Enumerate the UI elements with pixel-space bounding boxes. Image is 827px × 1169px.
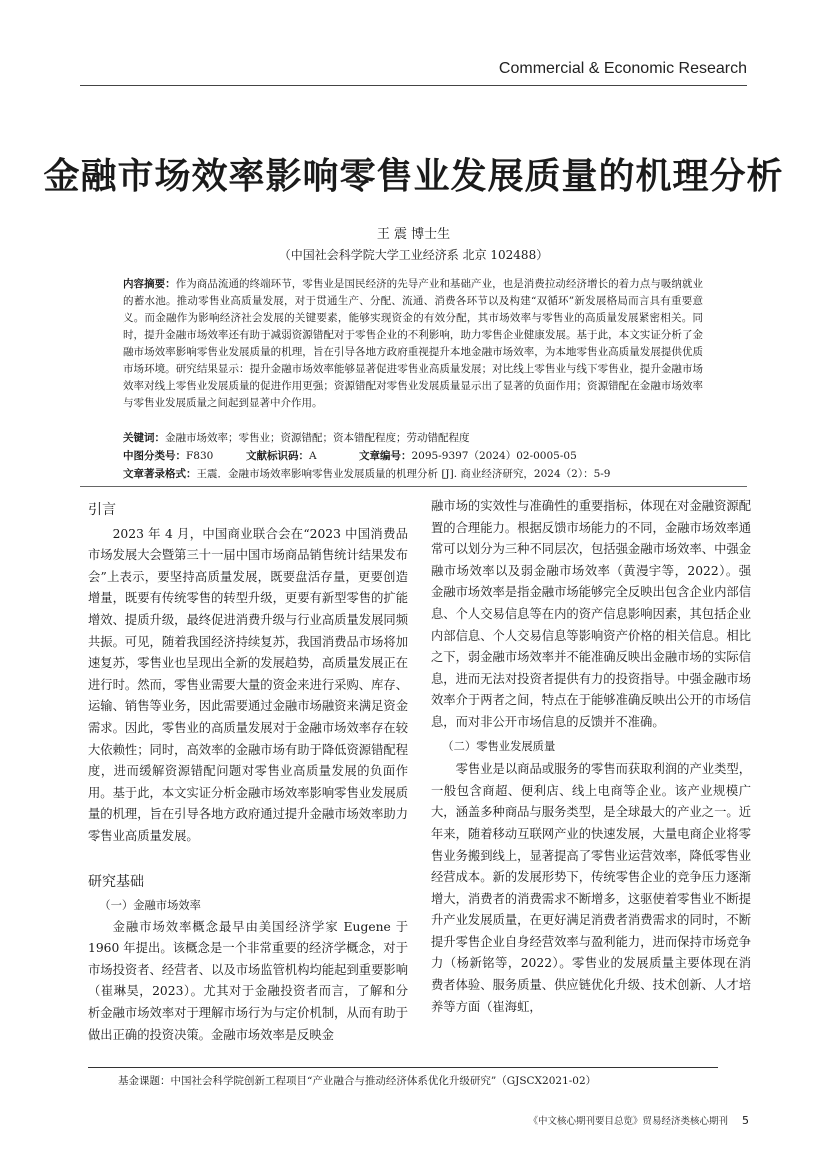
- body-paragraph: 金融市场效率概念最早由美国经济学家 Eugene 于 1960 年提出。该概念是一个非常重要的经济学概念，对于市场投资者、经营者、以及市场监管机构均能起到重要影响（崔琳昊，2023）。尤其对于金融投资者而言，了解和分析金融市场效率对于理解市场行为与定价机制，从而有助于做出正确的投资决策。金融市场效率是反映金: [88, 919, 408, 1042]
- clc-label: 中图分类号：: [123, 450, 186, 462]
- citation: [123, 466, 713, 483]
- page-number: 5: [742, 1114, 749, 1127]
- footnote-rule: [88, 1067, 718, 1068]
- basis-heading: 研究基础: [88, 873, 144, 890]
- abstract-text: 作为商品流通的终端环节，零售业是国民经济的先导产业和基础产业，也是消费拉动经济增长的着力点与吸纳就业的蓄水池。推动零售业高质量发展，对于贯通生产、分配、流通、消费各环节以及构建“双循环”新发展格局而言具有重要意义。而金融作为影响经济社会发展的关键要素，能够实现资金的有效分配，其市场效率与零售业的高质量发展紧密相关。同时，提升金融市场效率还有助于减弱资源错配对于零售企业的不利影响，助力零售企业健康发展。基于此，本文实证分析了金融市场效率影响零售业发展质量的机理，旨在引导各地方政府重视提升本地金融市场效率，为本地零售业高质量发展提供优质市场环境。研究结果显示：提升金融市场效率能够显著促进零售业高质量发展；对比线上零售业与线下零售业，提升金融市场效率对线上零售业发展质量的促进作用更强；资源错配对零售业发展质量显示出了显著的负面作用；资源错配在金融市场效率与零售业发展质量之间起到显著中介作用。: [123, 278, 704, 409]
- left-column: [88, 500, 408, 1046]
- affiliation: （中国社会科学院大学工业经济系 北京 102488）: [278, 248, 549, 262]
- intro-heading: 引言: [88, 502, 116, 518]
- page-footer: [528, 1113, 749, 1127]
- article-value: 2095-9397（2024）02-0005-05: [411, 450, 577, 462]
- classification: [123, 448, 713, 465]
- footer-text: 《中文核心期刊要目总览》贸易经济类核心期刊: [528, 1116, 728, 1127]
- article-label: 文章编号：: [359, 450, 412, 462]
- doc-label: 文献标识码：: [246, 450, 309, 462]
- right-column: [431, 496, 751, 1018]
- abstract-label: 内容摘要：: [123, 278, 176, 290]
- citation-text: 王震．金融市场效率影响零售业发展质量的机理分析 [J]. 商业经济研究，2024（2）：5-9: [196, 468, 611, 480]
- clc-value: F830: [186, 450, 214, 462]
- abstract: [123, 276, 703, 412]
- body-paragraph: 零售业是以商品或服务的零售而获取利润的产业类型，一般包含商超、便利店、线上电商等企业。该产业规模广大，涵盖多种商品与服务类型，是全球最大的产业之一。近年来，随着移动互联网产业的快速发展，大量电商企业将零售业务搬到线上，显著提高了零售业运营效率，降低零售业经营成本。新的发展形势下，传统零售企业的竞争压力逐渐增大，消费者的消费需求不断增多，这驱使着零售业不断提升产业发展质量，在更好满足消费者消费需求的同时，不断提升零售企业自身经营效率与盈利能力，进而保持市场竞争力（杨新铭等，2022）。零售业的发展质量主要体现在消费者体验、服务质量、供应链优化升级、技术创新、人才培养等方面（崔海虹，: [431, 762, 751, 1014]
- body-paragraph: 融市场的实效性与准确性的重要指标，体现在对金融资源配置的合理能力。根据反馈市场能力的不同，金融市场效率通常可以划分为三种不同层次，包括强金融市场效率、中强金融市场效率以及弱金融市场效率（黄漫宇等，2022）。强金融市场效率是指金融市场能够完全反映出包含企业内部信息、个人交易信息等在内的资产信息影响因素，其包括企业内部信息、个人交易信息等影响资产价格的相关信息。相比之下，弱金融市场效率并不能准确反映出金融市场的实际信息，进而无法对投资者提供有力的投资指导。中强金融市场效率介于两者之间，特点在于能够准确反映出公开的市场信息，而对非公开市场信息的反馈并不准确。: [431, 499, 751, 729]
- intro-paragraph: 2023 年 4 月，中国商业联合会在“2023 中国消费品市场发展大会暨第三十一届中国市场商品销售统计结果发布会”上表示，要坚持高质量发展，既要盘活存量，更要创造增量，既要有传统零售的转型升级，更要有新型零售的扩能增效、提质升级，最终促进消费升级与行业高质量发展同频共振。可见，随着我国经济持续复苏，我国消费品市场将加速复苏，零售业也呈现出全新的发展趋势，高质量发展正在进行时。然而，零售业需要大量的资金来进行采购、库存、运输、销售等业务，因此需要通过金融市场融资来满足资金需求。因此，零售业的高质量发展对于金融市场效率存在较大依赖性；同时，高效率的金融市场有助于降低资源错配程度，进而缓解资源错配问题对零售业高质量发展的负面作用。基于此，本文实证分析金融市场效率影响零售业发展质量的机理，旨在引导各地方政府通过提升金融市场效率助力零售业高质量发展。: [88, 526, 408, 843]
- journal-header: Commercial & Economic Research: [498, 60, 747, 77]
- citation-label: 文章著录格式：: [123, 468, 197, 480]
- funding-note: 基金课题：中国社会科学院创新工程项目“产业融合与推动经济体系优化升级研究”（GJSCX2021-02）: [118, 1075, 597, 1087]
- doc-value: A: [309, 450, 317, 462]
- author: 王 震 博士生: [376, 227, 451, 242]
- subsection-heading: （一）金融市场效率: [99, 899, 201, 913]
- keywords-label: 关键词：: [123, 432, 165, 444]
- abstract-rule: [80, 486, 747, 487]
- header-rule: [80, 85, 747, 86]
- paper-title: 金融市场效率影响零售业发展质量的机理分析: [43, 156, 784, 197]
- keywords-text: 金融市场效率；零售业；资源错配；资本错配程度；劳动错配程度: [165, 432, 470, 444]
- keywords: [123, 430, 713, 447]
- subsection-heading: （二）零售业发展质量: [442, 739, 556, 753]
